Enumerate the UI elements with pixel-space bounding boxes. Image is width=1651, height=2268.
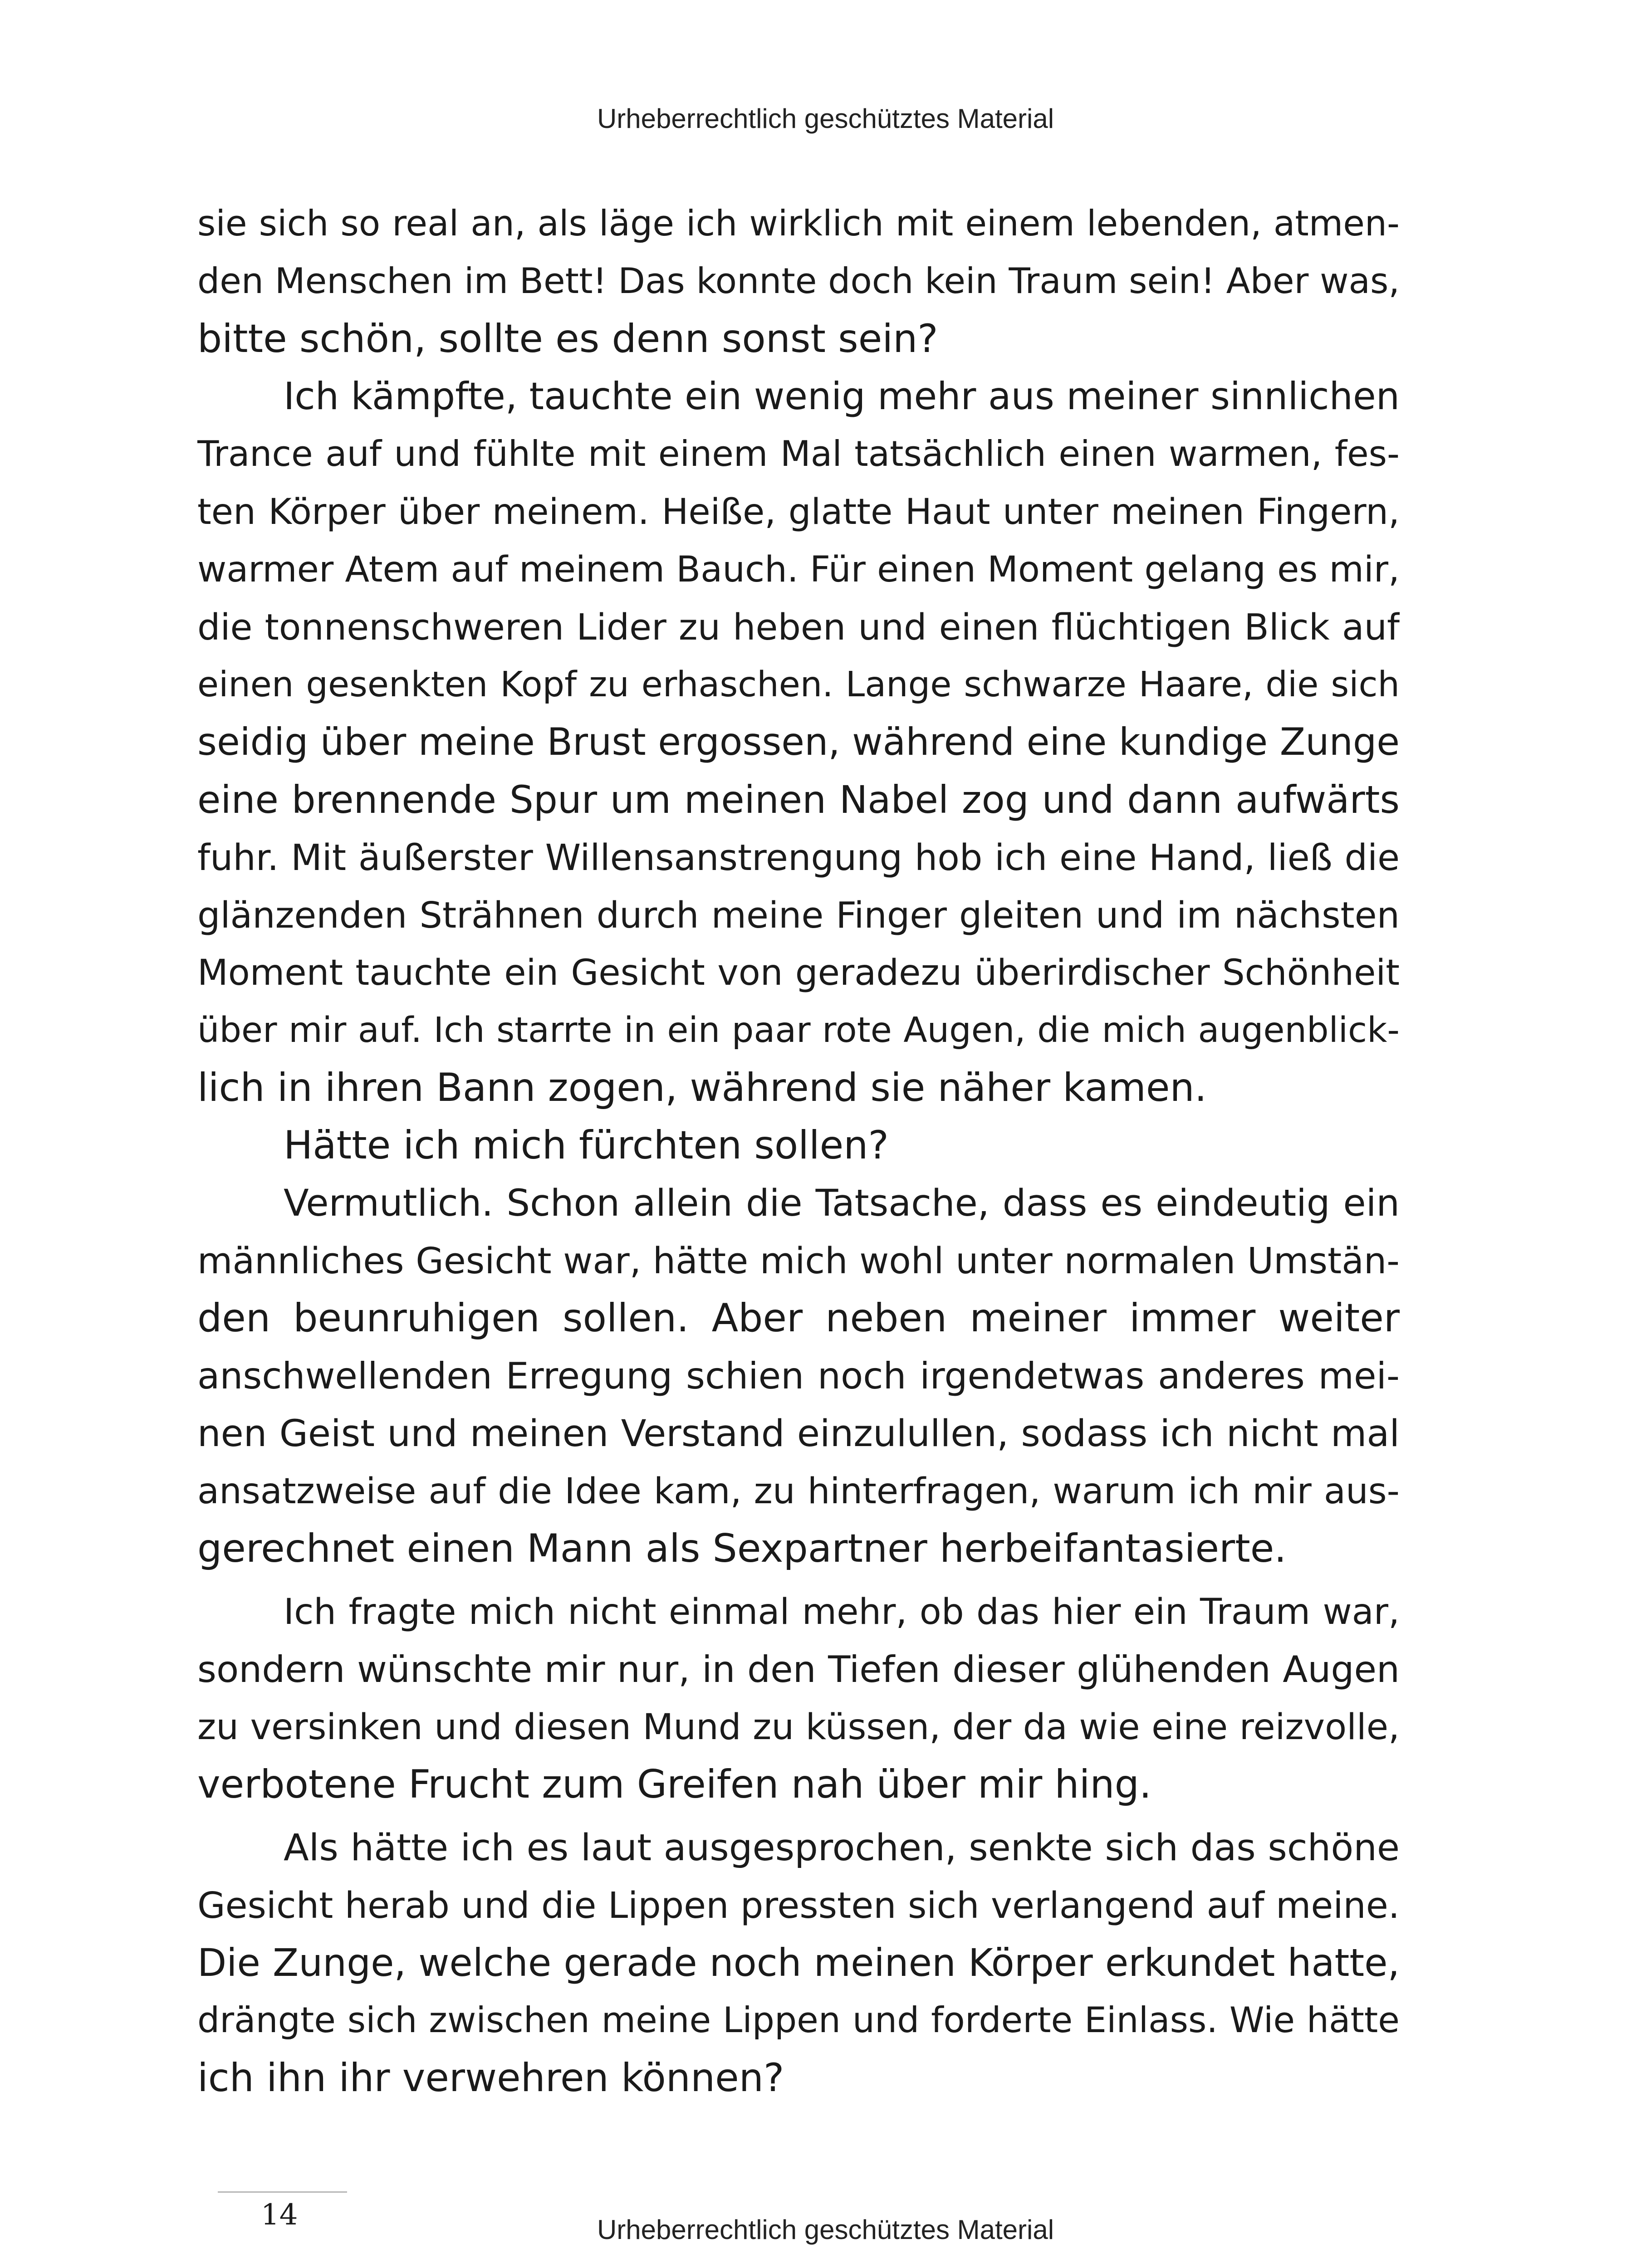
text-line: eine brennende Spur um meinen Nabel zog und dann aufwärts bbox=[197, 777, 1400, 822]
body-text bbox=[197, 195, 1400, 2107]
page-number: 14 bbox=[261, 2198, 298, 2232]
paragraph bbox=[197, 1583, 1400, 1813]
paragraph bbox=[197, 1174, 1400, 1578]
text-line: zu versinken und diesen Mund zu küssen, der da wie eine reizvolle, bbox=[197, 1706, 1400, 1748]
text-line: lich in ihren Bann zogen, während sie näher kamen. bbox=[197, 1066, 1207, 1110]
text-line: nen Geist und meinen Verstand einzulullen, sodass ich nicht mal bbox=[197, 1412, 1400, 1455]
text-line: Die Zunge, welche gerade noch meinen Körper erkundet hatte, bbox=[197, 1941, 1400, 1985]
text-line: männliches Gesicht war, hätte mich wohl unter normalen Umstän- bbox=[197, 1240, 1400, 1282]
text-line: verbotene Frucht zum Greifen nah über mir hing. bbox=[197, 1762, 1152, 1807]
text-line: seidig über meine Brust ergossen, während eine kundige Zunge bbox=[197, 720, 1400, 764]
text-line: Hätte ich mich fürchten sollen? bbox=[284, 1123, 889, 1168]
watermark-bottom: Urheberrechtlich geschütztes Material bbox=[597, 2214, 1054, 2245]
paragraph bbox=[197, 368, 1400, 1117]
footer-divider bbox=[218, 2191, 347, 2193]
text-line: den beunruhigen sollen. Aber neben meiner immer weiter bbox=[197, 1296, 1400, 1341]
text-line: Ich kämpfte, tauchte ein wenig mehr aus meiner sinnlichen bbox=[284, 375, 1400, 418]
text-line: gerechnet einen Mann als Sexpartner herbeifantasierte. bbox=[197, 1526, 1287, 1571]
text-line: ten Körper über meinem. Heiße, glatte Haut unter meinen Fingern, bbox=[197, 491, 1400, 533]
watermark-top: Urheberrechtlich geschütztes Material bbox=[597, 103, 1054, 134]
paragraph bbox=[197, 1117, 1400, 1174]
text-line: einen gesenkten Kopf zu erhaschen. Lange schwarze Haare, die sich bbox=[197, 665, 1400, 705]
text-line: anschwellenden Erregung schien noch irgendetwas anderes mei- bbox=[197, 1354, 1400, 1397]
text-line: sondern wünschte mir nur, in den Tiefen dieser glühenden Augen bbox=[197, 1648, 1400, 1691]
text-line: über mir auf. Ich starrte in ein paar rote Augen, die mich augenblick- bbox=[197, 1010, 1400, 1051]
text-line: ansatzweise auf die Idee kam, zu hinterfragen, warum ich mir aus- bbox=[197, 1470, 1400, 1512]
text-line: sie sich so real an, als läge ich wirklich mit einem lebenden, atmen- bbox=[197, 203, 1400, 244]
text-line: Als hätte ich es laut ausgesprochen, senkte sich das schöne bbox=[284, 1826, 1400, 1869]
text-line: Gesicht herab und die Lippen pressten sich verlangend auf meine. bbox=[197, 1884, 1400, 1926]
text-line: Vermutlich. Schon allein die Tatsache, dass es eindeutig ein bbox=[284, 1182, 1400, 1225]
text-line: bitte schön, sollte es denn sonst sein? bbox=[197, 317, 938, 362]
text-line: ich ihn ihr verwehren können? bbox=[197, 2056, 784, 2101]
paragraph bbox=[197, 1819, 1400, 2107]
text-line: warmer Atem auf meinem Bauch. Für einen Moment gelang es mir, bbox=[197, 548, 1400, 590]
text-line: drängte sich zwischen meine Lippen und forderte Einlass. Wie hätte bbox=[197, 2000, 1400, 2041]
text-line: Ich fragte mich nicht einmal mehr, ob das hier ein Traum war, bbox=[284, 1591, 1400, 1633]
text-line: den Menschen im Bett! Das konnte doch kein Traum sein! Aber was, bbox=[197, 261, 1400, 302]
text-line: Moment tauchte ein Gesicht von geradezu überirdischer Schönheit bbox=[197, 952, 1400, 993]
text-line: Trance auf und fühlte mit einem Mal tatsächlich einen warmen, fes- bbox=[197, 434, 1400, 474]
text-line: glänzenden Strähnen durch meine Finger gleiten und im nächsten bbox=[197, 894, 1400, 936]
paragraph bbox=[197, 195, 1400, 368]
text-line: die tonnenschweren Lider zu heben und einen flüchtigen Blick auf bbox=[197, 606, 1400, 648]
text-line: fuhr. Mit äußerster Willensanstrengung hob ich eine Hand, ließ die bbox=[197, 836, 1400, 879]
